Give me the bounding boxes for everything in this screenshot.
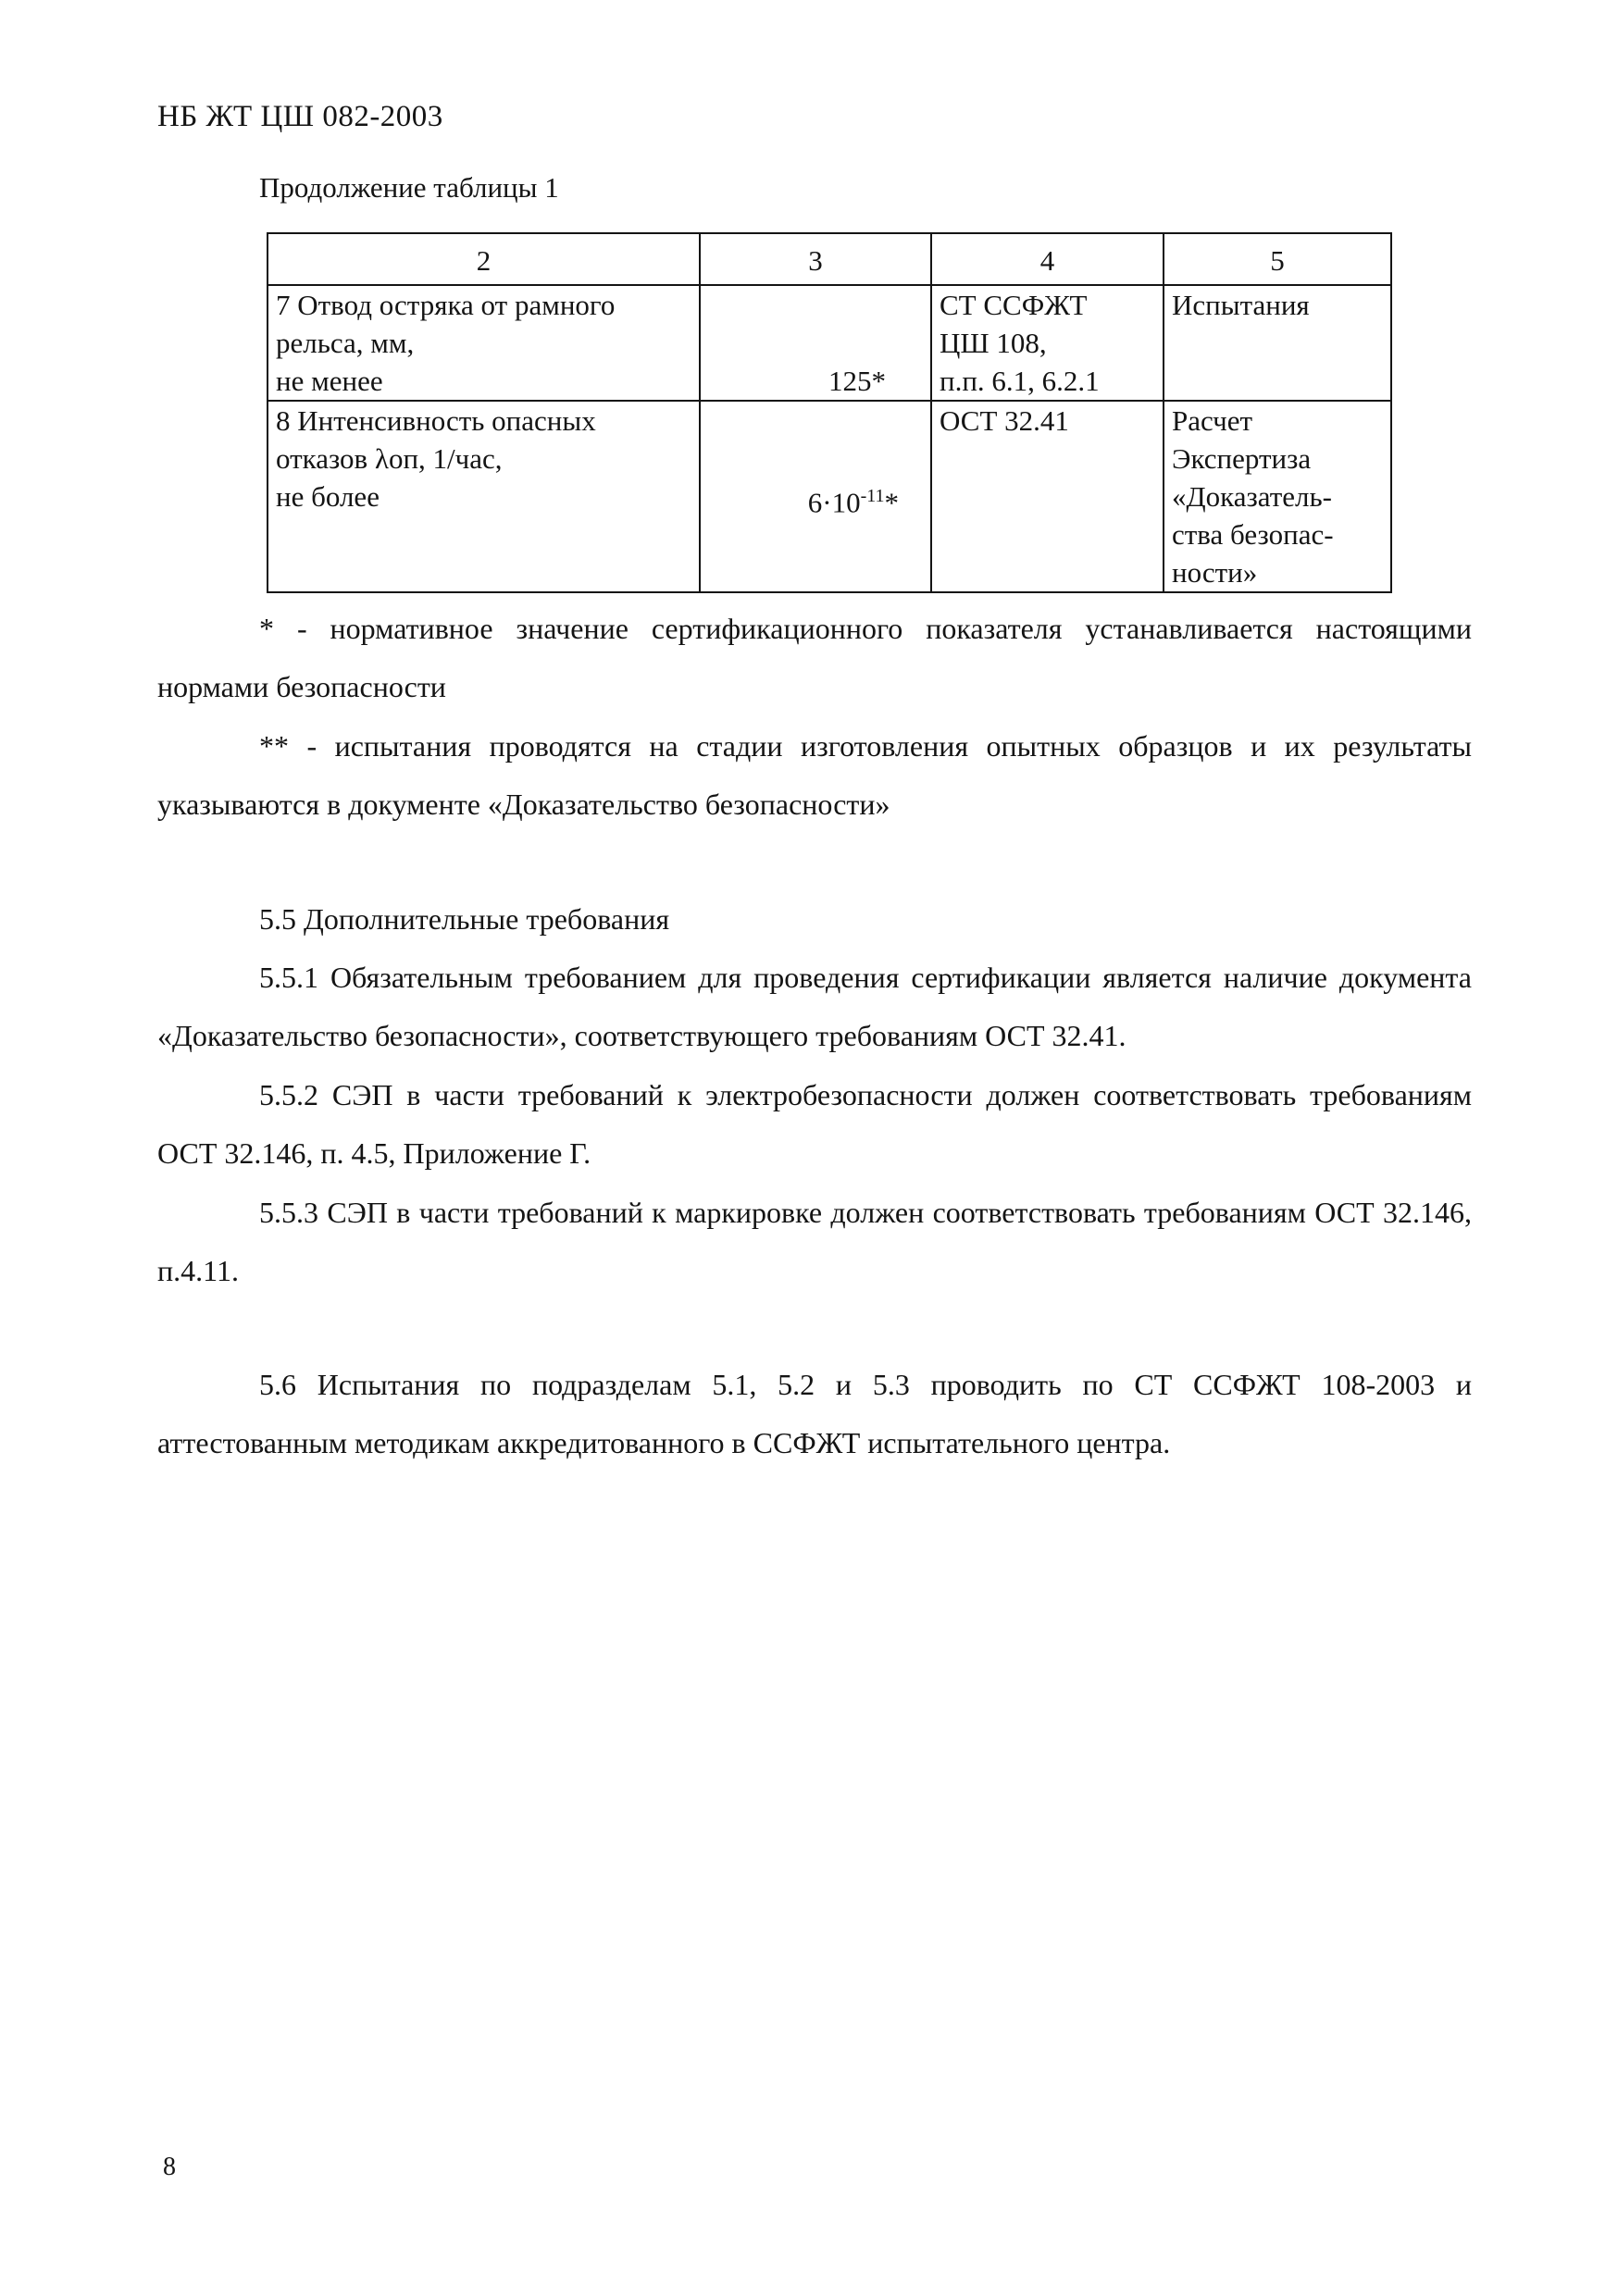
footnote-double-asterisk: ** - испытания проводятся на стадии изготовления опытных образцов и их результаты указываются в документе «Доказательство безопасности» — [157, 729, 1472, 821]
cell-text: 6·10 — [807, 486, 861, 519]
table-caption: Продолжение таблицы 1 — [259, 171, 559, 204]
cell-text: п.п. 6.1, 6.2.1 — [940, 365, 1100, 397]
cell-text: Расчет — [1172, 404, 1253, 437]
footnote-single-asterisk: * - нормативное значение сертификационного показателя устанавливается настоящими нормами безопасности — [157, 612, 1472, 703]
table-row — [268, 285, 1391, 401]
cell-text: отказов λоп, 1/час, — [276, 442, 503, 475]
cell-text: рельса, мм, — [276, 327, 415, 359]
method-cell — [1164, 285, 1391, 401]
cell-text: ЦШ 108, — [940, 327, 1047, 359]
cell-text: «Доказатель- — [1172, 480, 1332, 513]
parameter-cell — [268, 401, 700, 592]
paragraph-5-6: 5.6 Испытания по подразделам 5.1, 5.2 и 5.3 проводить по СТ ССФЖТ 108-2003 и аттестованным методикам аккредитованного в ССФЖТ испытательного центра. — [157, 1368, 1472, 1459]
column-header: 4 — [931, 233, 1164, 285]
document-cell — [931, 285, 1164, 401]
paragraph-5-5-3: 5.5.3 СЭП в части требований к маркировке должен соответствовать требованиям ОСТ 32.146, п.4.11. — [157, 1196, 1472, 1287]
exponent-text: -11 — [860, 486, 885, 506]
column-header: 3 — [700, 233, 931, 285]
page-number: 8 — [163, 2153, 176, 2181]
table-header-row — [268, 233, 1391, 285]
cell-text: не менее — [276, 365, 383, 397]
document-cell — [931, 401, 1164, 592]
requirements-table — [267, 232, 1392, 593]
method-cell — [1164, 401, 1391, 592]
cell-text: СТ ССФЖТ — [940, 289, 1088, 321]
cell-text: 125* — [828, 365, 886, 397]
cell-text: Испытания — [1172, 289, 1310, 321]
cell-text: не более — [276, 480, 380, 513]
table-row — [268, 401, 1391, 592]
value-cell — [700, 285, 931, 401]
paragraph-5-5-2: 5.5.2 СЭП в части требований к электробезопасности должен соответствовать требованиям ОСТ 32.146, п. 4.5, Приложение Г. — [157, 1078, 1472, 1170]
cell-text: 7 Отвод остряка от рамного — [276, 289, 616, 321]
cell-text: ства безопас- — [1172, 518, 1334, 551]
document-code-header: НБ ЖТ ЦШ 082-2003 — [157, 100, 443, 133]
column-header: 5 — [1164, 233, 1391, 285]
cell-text: ности» — [1172, 556, 1258, 589]
cell-text: 8 Интенсивность опасных — [276, 404, 596, 437]
paragraph-5-5-1: 5.5.1 Обязательным требованием для проведения сертификации является наличие документа «Доказательство безопасности», соответствующего требованиям ОСТ 32.41. — [157, 961, 1472, 1052]
cell-text: ОСТ 32.41 — [940, 404, 1069, 437]
value-cell — [700, 401, 931, 592]
cell-text: Экспертиза — [1172, 442, 1312, 475]
column-header: 2 — [268, 233, 700, 285]
parameter-cell — [268, 285, 700, 401]
footnote-mark: * — [884, 486, 899, 519]
section-heading-5-5: 5.5 Дополнительные требования — [259, 902, 670, 936]
